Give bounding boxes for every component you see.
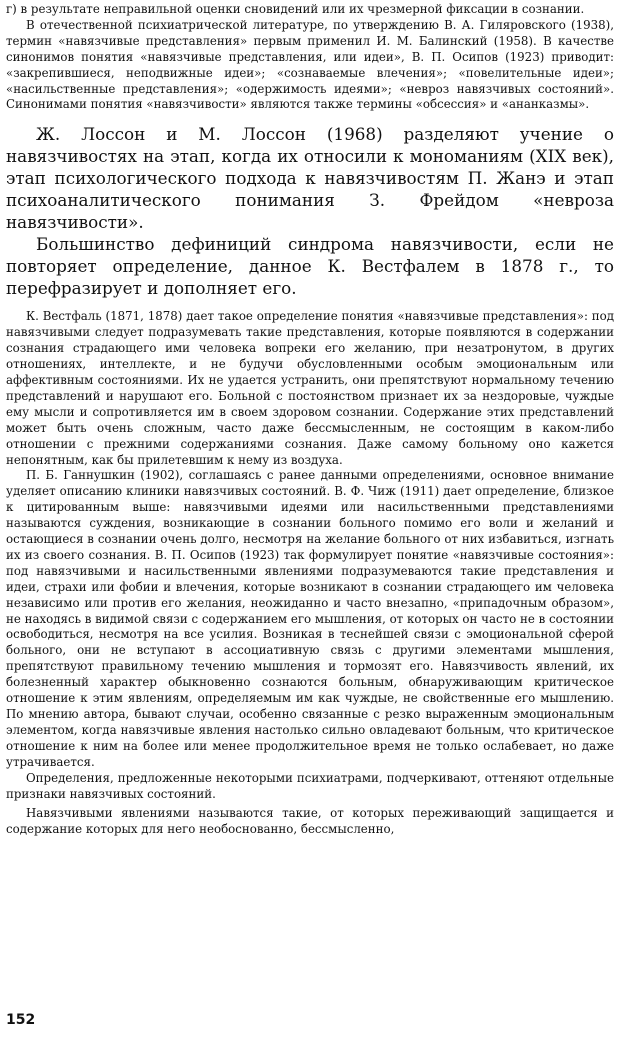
paragraph-definitions-intro: Большинство дефиниций синдрома навязчивости, если не повторяет определение, данное К. Вестфалем в 1878 г., то перефразирует и дополняет его. — [6, 234, 614, 299]
paragraph-continuation: г) в результате неправильной оценки сновидений или их чрезмерной фиксации в сознании. — [6, 2, 585, 16]
paragraph-terminology: В отечественной психиатрической литературе, по утверждению В. А. Гиляровского (1938), термин «навязчивые представления» первым применил И. М. Балинский (1958). В качестве синонимов понятия «навязчивые представления, или идеи», В. П. Осипов (1923) приводит: «закрепившиеся, неподвижные идеи»; «сознаваемые влечения»; «повелительные идеи»; «насильственные представления»; «одержимость идеями»; «невроз навязчивых состояний». Синонимами понятия «навязчивости» являются также термины «обсессия» и «ананказмы». — [6, 17, 614, 112]
paragraph-westphal: К. Вестфаль (1871, 1878) дает такое определение понятия «навязчивые представления»: под навязчивыми следует подразумевать такие представления, которые появляются в содержании сознания страдающего ими человека вопреки его желанию, при незатронутом, в других отношениях, интеллекте, и не будучи обусловленными особым эмоциональным или аффективным состояниями. Их не удается устранить, они препятствуют нормальному течению представлений и нарушают его. Больной с постоянством признает их за нездоровые, чуждые ему мысли и сопротивляется им в своем здоровом сознании. Содержание этих представлений может быть очень сложным, часто даже бессмысленным, не состоящим в каком-либо отношении с прежними содержаниями сознания. Даже самому больному оно кажется непонятным, как бы прилетевшим к нему из воздуха. — [6, 309, 614, 467]
paragraph-definitions: Определения, предложенные некоторыми психиатрами, подчеркивают, оттеняют отдельные признаки навязчивых состояний. — [6, 770, 614, 801]
page-number: 152 — [6, 1012, 36, 1028]
paragraph-losson: Ж. Лоссон и М. Лоссон (1968) разделяют учение о навязчивостях на этап, когда их относили к мономаниям (XIX век), этап психологического подхода к навязчивостям П. Жанэ и этап психоаналитического понимания З. Фрейдом «невроза навязчивости». — [6, 124, 614, 233]
paragraph-obsessive-phenomena: Навязчивыми явлениями называются такие, от которых переживающий защищается и содержание которых для него необоснованно, бессмысленно, — [6, 806, 614, 837]
paragraph-gannushkin: П. Б. Ганнушкин (1902), соглашаясь с ранее данными определениями, основное внимание уделяет описанию клиники навязчивых состояний. В. Ф. Чиж (1911) дает определение, близкое к цитированным выше: навязчивыми идеями или насильственными представлениями называются суждения, возникающие в сознании больного помимо его воли и желаний и остающиеся в сознании очень долго, несмотря на желание больного от них избавиться, изгнать их из своего сознания. В. П. Осипов (1923) так формулирует понятие «навязчивые состояния»: под навязчивыми и насильственными явлениями подразумеваются такие представления и идеи, страхи или фобии и влечения, которые возникают в сознании страдающего им человека независимо или против его желания, неожиданно и часто внезапно, «припадочным образом», не находясь в видимой связи с содержанием его мышления, от которых он часто не в состоянии освободиться, несмотря на все усилия. Возникая в теснейшей связи с эмоциональной сферой больного, они не вступают в ассоциативную связь с другими элементами мышления, препятствуют правильному течению мышления и тормозят его. Навязчивость явлений, их болезненный характер обыкновенно сознаются больным, обнаруживающим критическое отношение к этим явлениям, определяемым им как чуждые, не свойственные его мышлению. По мнению автора, бывают случаи, особенно связанные с резко выраженным эмоциональным элементом, когда навязчивые явления настолько сильно овладевают больным, что критическое отношение к ним на более или менее продолжительное время не только ослабевает, но даже утрачивается. — [6, 468, 614, 769]
